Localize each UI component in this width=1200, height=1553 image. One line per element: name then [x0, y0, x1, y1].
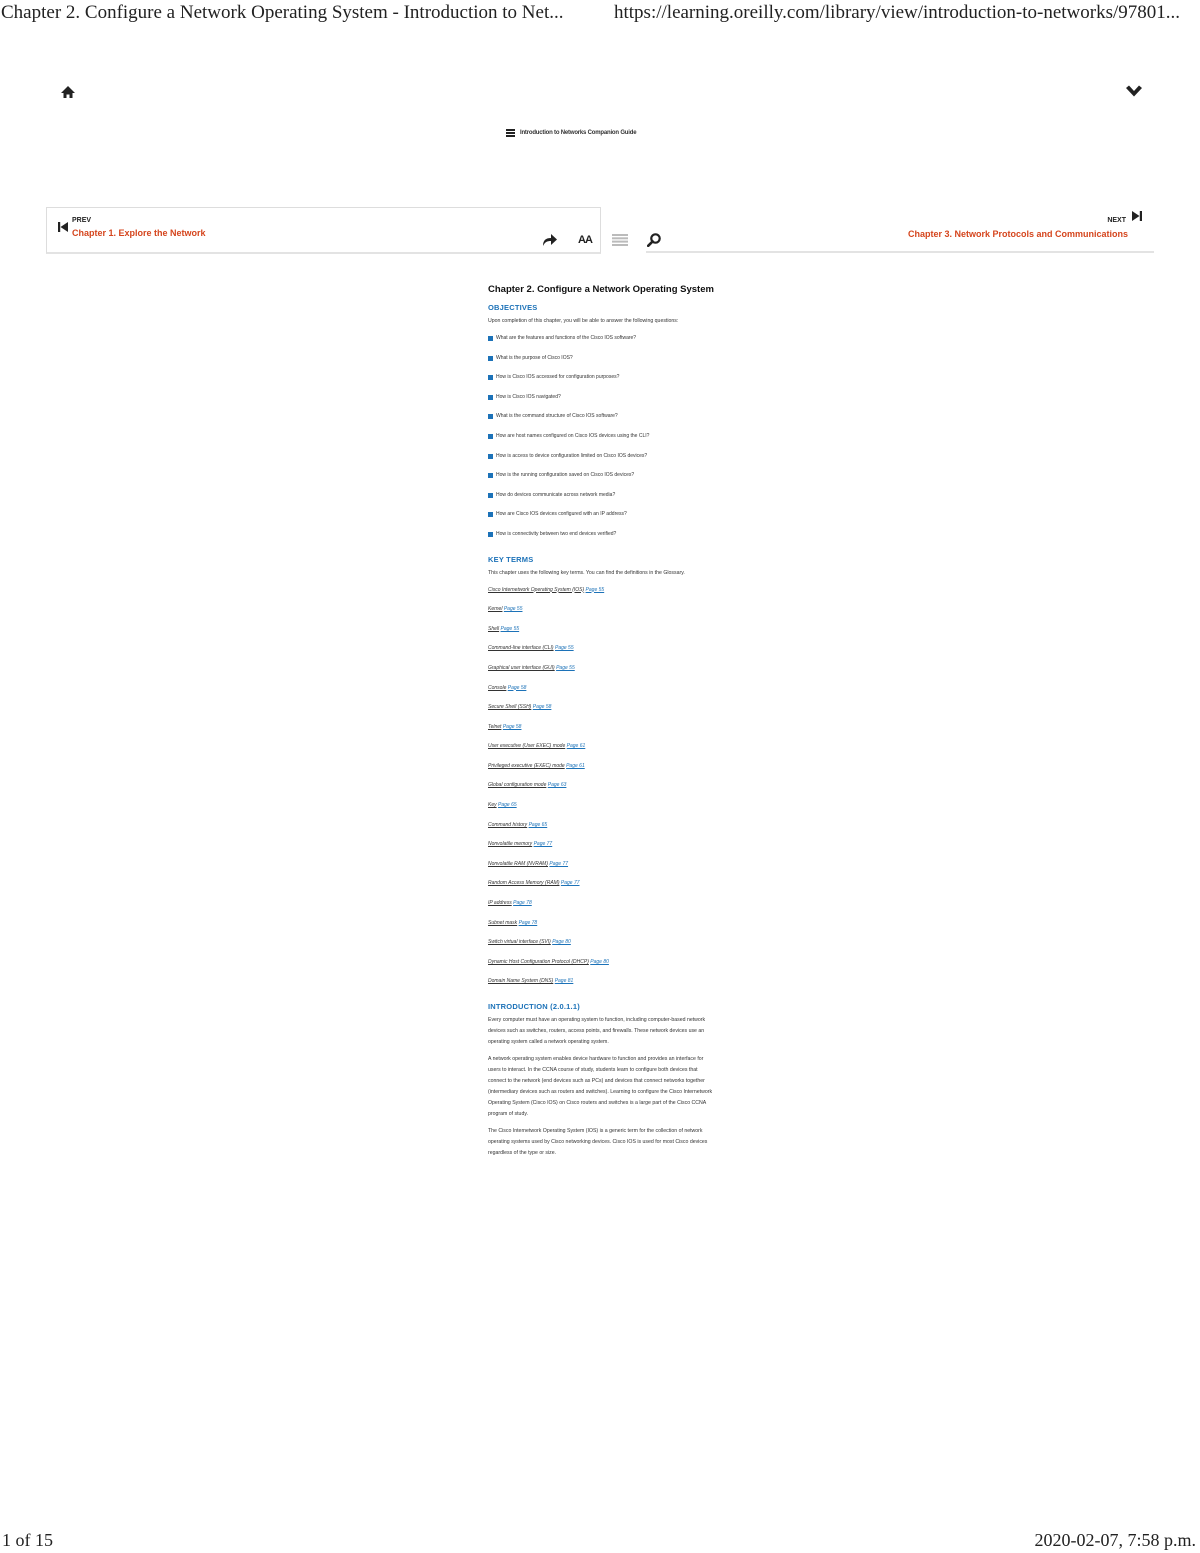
glossary-term-link[interactable]: Global configuration mode [488, 782, 547, 789]
page-link[interactable]: Page 55 [500, 625, 520, 632]
page-link[interactable]: Page 80 [590, 958, 609, 965]
print-date: 2020-02-07, 7:58 p.m. [1034, 1530, 1196, 1550]
list-item: What are the features and functions of the Cisco IOS software? [488, 333, 714, 353]
page-link[interactable]: Page 77 [533, 841, 553, 848]
list-item: How is the running configuration saved on Cisco IOS devices? [488, 470, 714, 490]
key-terms-heading: KEY TERMS [488, 554, 534, 564]
next-kicker: NEXT [1107, 217, 1126, 224]
chevron-down-icon[interactable] [1125, 85, 1143, 99]
intro-paragraph: A network operating system enables device hardware to function and provides an interface for users to interact. In the CCNA course of study, students learn to configure both devices that connect to the network (end devices such as PCs) and devices that connect networks together (intermediary devices such as routers and switches). Learning to configure the Cisco Internetwork Operating System (Cisco IOS) on Cisco routers and switches is a large part of the Cisco CCNA program of study. [488, 1056, 713, 1117]
bullet-icon [488, 434, 493, 439]
glossary-term-link[interactable]: Subnet mask [488, 919, 518, 926]
list-item: How is access to device configuration limited on Cisco IOS devices? [488, 451, 714, 471]
list-item: What is the purpose of Cisco IOS? [488, 353, 714, 373]
bullet-icon [488, 454, 493, 459]
share-button[interactable] [540, 230, 560, 250]
glossary-term-link[interactable]: Cisco Internetwork Operating System (IOS) [488, 586, 585, 593]
bullet-icon [488, 532, 493, 537]
list-item: How are Cisco IOS devices configured with an IP address? [488, 509, 714, 529]
key-terms-intro: This chapter uses the following key terms. You can find the definitions in the Glossary. [488, 569, 685, 576]
glossary-term-link[interactable]: Console [488, 684, 507, 691]
list-item [488, 937, 714, 957]
glossary-term-link[interactable]: Command history [488, 821, 528, 828]
search-button[interactable] [644, 230, 664, 250]
page-link[interactable]: Page 65 [498, 802, 517, 809]
glossary-term-link[interactable]: Key [488, 802, 497, 809]
glossary-term-link[interactable]: Privileged executive (EXEC) mode [488, 762, 565, 769]
previous-icon [58, 222, 68, 232]
list-item [488, 722, 714, 742]
glossary-term-link[interactable]: Shell [488, 625, 500, 632]
page-link[interactable]: Page 55 [554, 645, 574, 652]
chapter-title: Chapter 2. Configure a Network Operating System [488, 284, 714, 295]
list-item [488, 624, 714, 644]
objectives-heading: OBJECTIVES [488, 303, 538, 312]
list-item [488, 643, 714, 663]
introduction-heading: INTRODUCTION (2.0.1.1) [488, 1002, 580, 1011]
intro-paragraph: Every computer must have an operating system to function, including computer-based network devices such as switches, routers, access points, and firewalls. These network devices use an operating system called a network operating system. [488, 1017, 706, 1045]
document-url: https://learning.oreilly.com/library/view/introduction-to-networks/97801... [614, 2, 1181, 23]
print-header [0, 0, 1200, 26]
table-of-contents-button[interactable] [610, 230, 630, 250]
intro-paragraph: The Cisco Internetwork Operating System (IOS) is a generic term for the collection of network operating systems used by Cisco networking devices. Cisco IOS is used for most Cisco devices regardless of the type or size. [488, 1128, 708, 1156]
bullet-icon [488, 493, 493, 498]
table-of-contents-icon [612, 234, 628, 246]
list-item: How are host names configured on Cisco IOS devices using the CLI? [488, 431, 714, 451]
font-size-button[interactable] [575, 230, 595, 250]
page-link[interactable]: Page 65 [528, 821, 548, 828]
bullet-icon [488, 336, 493, 341]
share-icon [542, 233, 558, 247]
page-count: 1 of 15 [2, 1530, 53, 1550]
glossary-term-link[interactable]: Telnet [488, 723, 502, 730]
list-item [488, 898, 714, 918]
glossary-term-link[interactable]: Domain Name System (DNS) [488, 978, 554, 985]
bullet-icon [488, 375, 493, 380]
bullet-icon [488, 395, 493, 400]
next-icon [1132, 211, 1142, 221]
page-link[interactable]: Page 55 [503, 606, 523, 613]
page-link[interactable]: Page 58 [507, 684, 527, 691]
list-item [488, 604, 714, 624]
list-item: How do devices communicate across network media? [488, 490, 714, 510]
page-link[interactable]: Page 61 [566, 762, 585, 769]
list-item [488, 585, 714, 605]
chapter-content [488, 284, 714, 1165]
bullet-icon [488, 356, 493, 361]
glossary-term-link[interactable]: Command-line interface (CLI) [488, 645, 554, 652]
page-link[interactable]: Page 61 [566, 743, 586, 750]
prev-chapter-title: Chapter 1. Explore the Network [72, 228, 206, 238]
home-icon[interactable] [60, 84, 76, 100]
glossary-term-link[interactable]: Nonvolatile memory [488, 841, 533, 848]
glossary-term-link[interactable]: Secure Shell (SSH) [488, 704, 532, 711]
objectives-intro: Upon completion of this chapter, you will be able to answer the following questions: [488, 318, 679, 324]
list-item [488, 976, 714, 996]
list-item [488, 859, 714, 879]
page-link[interactable]: Page 78 [518, 919, 538, 926]
glossary-term-link[interactable]: Dynamic Host Configuration Protocol (DHCP) [488, 958, 589, 965]
page-link[interactable]: Page 58 [502, 723, 522, 730]
font-size-icon: AA [578, 234, 592, 246]
bullet-icon [488, 512, 493, 517]
glossary-term-link[interactable]: Random Access Memory (RAM) [488, 880, 560, 887]
objectives-list [488, 333, 714, 549]
menu-icon [506, 129, 515, 137]
page-link[interactable]: Page 80 [552, 939, 571, 946]
list-item [488, 741, 714, 761]
page-link[interactable]: Page 77 [560, 880, 580, 887]
page-link[interactable]: Page 63 [547, 782, 567, 789]
list-item [488, 878, 714, 898]
list-item [488, 780, 714, 800]
page-link[interactable]: Page 78 [513, 900, 532, 907]
list-item [488, 957, 714, 977]
page-link[interactable]: Page 81 [554, 978, 574, 985]
list-item [488, 702, 714, 722]
list-item: How is Cisco IOS navigated? [488, 392, 714, 412]
document-title: Chapter 2. Configure a Network Operating System - Introduction to Net... [1, 2, 564, 23]
book-title: Introduction to Networks Companion Guide [520, 130, 637, 136]
bullet-icon [488, 414, 493, 419]
list-item [488, 800, 714, 820]
page-link[interactable]: Page 55 [556, 664, 575, 671]
glossary-term-link[interactable]: Nonvolatile RAM (NVRAM) [488, 860, 549, 867]
page-link[interactable]: Page 55 [585, 586, 605, 593]
page-link[interactable]: Page 77 [549, 860, 569, 867]
page-link[interactable]: Page 58 [532, 704, 552, 711]
glossary-term-link[interactable]: IP address [488, 900, 512, 907]
bullet-icon [488, 473, 493, 478]
list-item: What is the command structure of Cisco IOS software? [488, 411, 714, 431]
book-toc-link[interactable] [506, 127, 636, 139]
search-icon [647, 233, 661, 247]
key-terms-list [488, 585, 714, 996]
reader-toolbar [536, 228, 666, 252]
next-chapter-link[interactable] [882, 210, 1142, 244]
list-item [488, 918, 714, 938]
list-item: How is connectivity between two end devices verified? [488, 529, 714, 549]
list-item: How is Cisco IOS accessed for configuration purposes? [488, 372, 714, 392]
prev-kicker: PREV [72, 217, 92, 224]
glossary-term-link[interactable]: Graphical user interface (GUI) [488, 664, 555, 671]
glossary-term-link[interactable]: Kernel [488, 606, 503, 613]
glossary-term-link[interactable]: Switch virtual interface (SVI) [488, 939, 551, 946]
next-chapter-title: Chapter 3. Network Protocols and Communications [907, 229, 1128, 239]
list-item [488, 761, 714, 781]
divider [646, 251, 1154, 253]
list-item [488, 839, 714, 859]
print-footer [0, 1530, 1200, 1552]
glossary-term-link[interactable]: User executive (User EXEC) mode [488, 743, 566, 750]
list-item [488, 683, 714, 703]
list-item [488, 663, 714, 683]
list-item [488, 820, 714, 840]
